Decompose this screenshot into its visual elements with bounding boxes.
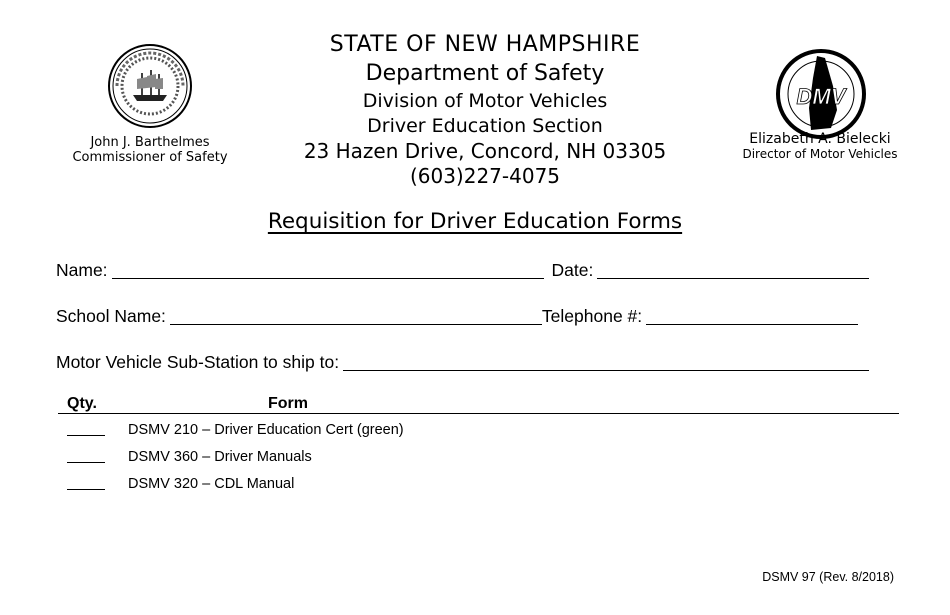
department-title: Department of Safety (365, 61, 605, 86)
form-name: DSMV 210 – Driver Education Cert (green) (128, 422, 404, 438)
commissioner-title: Commissioner of Safety (72, 150, 228, 165)
substation-input[interactable] (343, 354, 869, 371)
qty-input[interactable] (67, 477, 105, 490)
director-name: Elizabeth A. Bielecki (749, 131, 891, 147)
form-title: Requisition for Driver Education Forms (267, 209, 683, 234)
commissioner-name: John J. Barthelmes (90, 135, 210, 150)
substation-label: Motor Vehicle Sub-Station to ship to: (56, 352, 340, 372)
table-row (67, 422, 404, 438)
school-name-label: School Name: (56, 306, 166, 326)
school-name-input[interactable] (170, 308, 542, 325)
telephone-input[interactable] (646, 308, 858, 325)
state-title: STATE OF NEW HAMPSHIRE (329, 32, 641, 57)
name-input[interactable] (112, 262, 544, 279)
name-date-row (56, 260, 873, 281)
director-title: Director of Motor Vehicles (742, 147, 898, 161)
date-label: Date: (551, 260, 594, 280)
section-title: Driver Education Section (367, 115, 603, 137)
state-seal-logo (107, 43, 193, 129)
substation-row (56, 352, 873, 373)
qty-input[interactable] (67, 423, 105, 436)
qty-input[interactable] (67, 450, 105, 463)
name-label: Name: (56, 260, 108, 280)
form-header: Form (268, 395, 308, 412)
form-number: DSMV 97 (Rev. 8/2018) (762, 570, 894, 584)
svg-text:DMV: DMV (796, 84, 846, 109)
form-name: DSMV 320 – CDL Manual (128, 476, 295, 492)
school-telephone-row (56, 306, 862, 327)
telephone-label: Telephone #: (541, 306, 643, 326)
dmv-logo (775, 48, 867, 140)
table-row (67, 449, 312, 465)
table-row (67, 476, 294, 492)
director-signature (720, 131, 920, 161)
phone: (603)227-4075 (409, 164, 561, 188)
qty-header: Qty. (67, 395, 97, 412)
table-divider (58, 413, 899, 414)
form-name: DSMV 360 – Driver Manuals (128, 449, 312, 465)
date-input[interactable] (597, 262, 869, 279)
division-title: Division of Motor Vehicles (362, 90, 608, 112)
address: 23 Hazen Drive, Concord, NH 03305 (303, 139, 667, 163)
commissioner-signature (60, 135, 240, 165)
